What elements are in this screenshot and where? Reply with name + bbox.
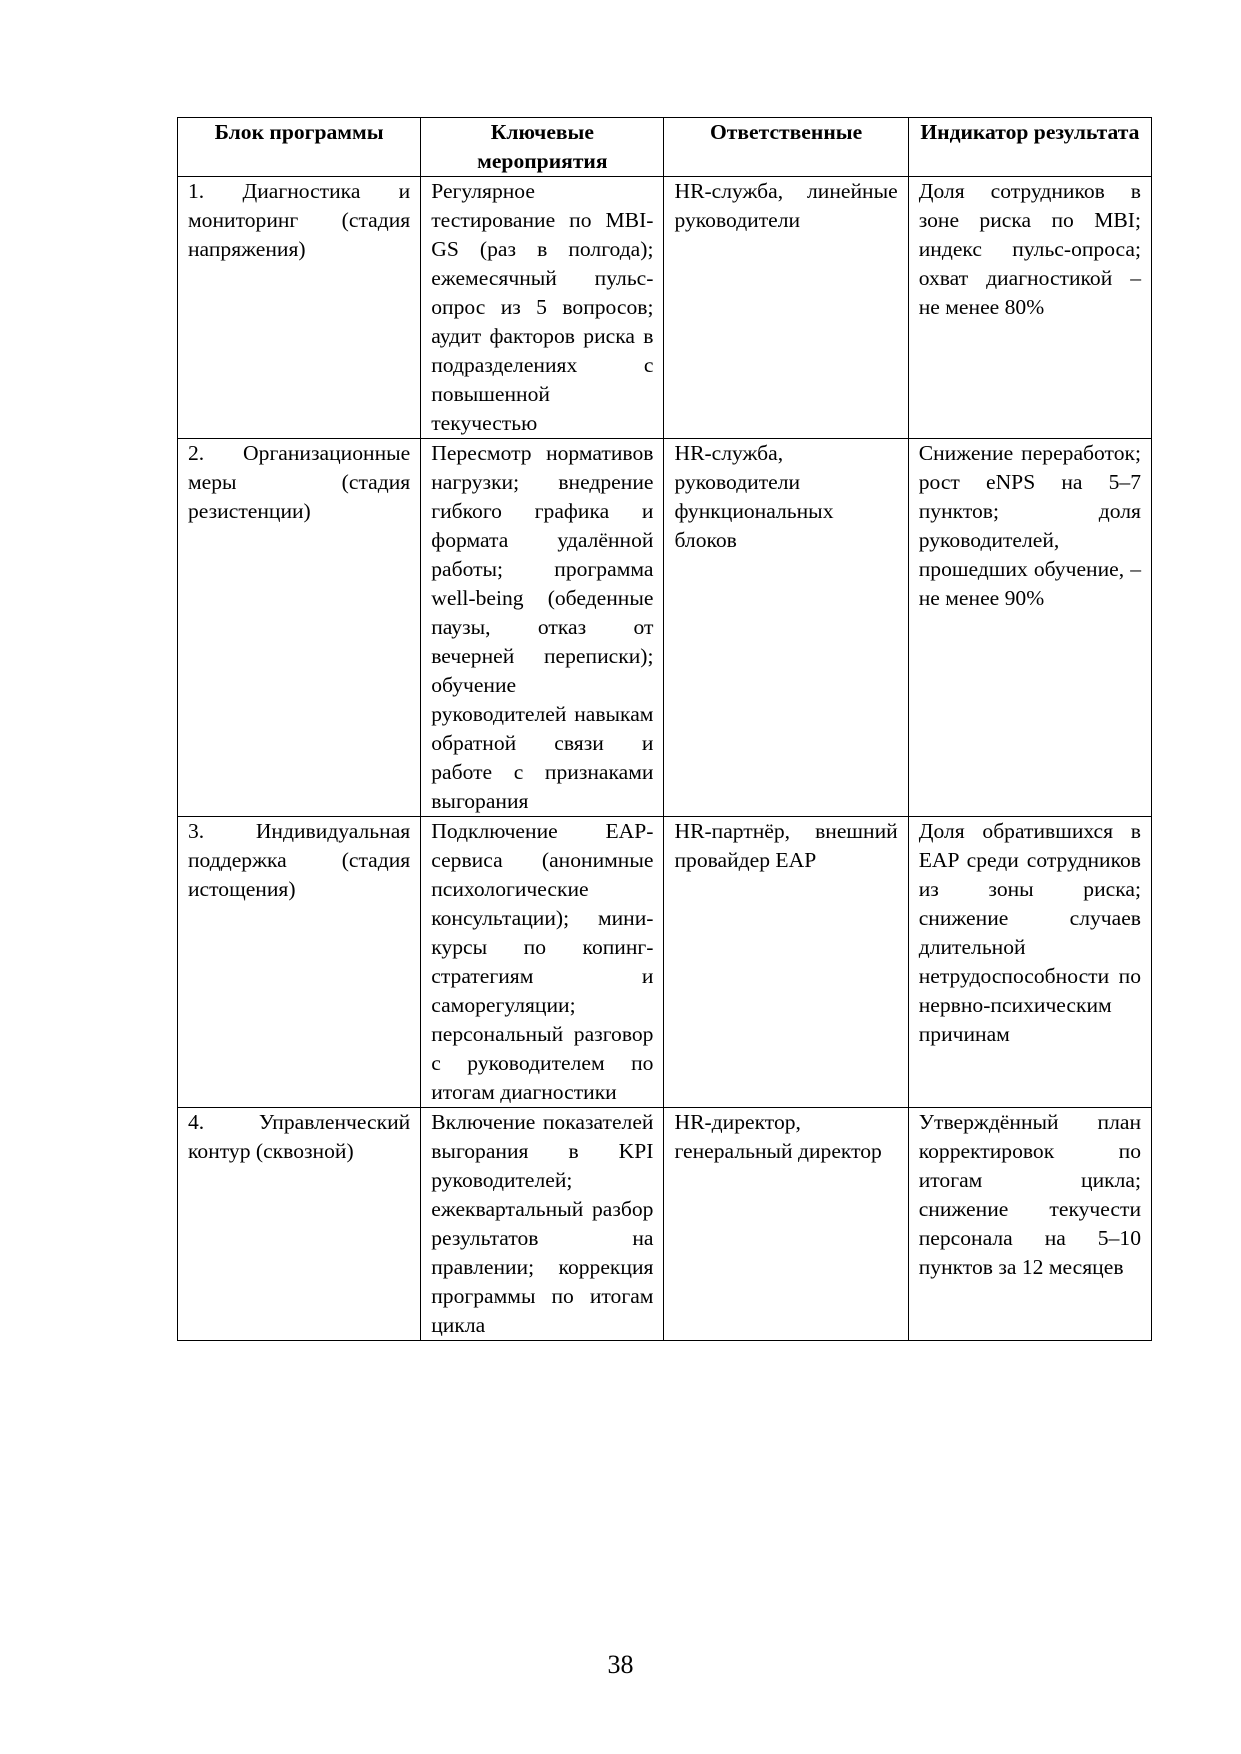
header-row bbox=[178, 118, 1152, 177]
cell-actions: Подключение EAP-сервиса (анонимные психологические консультации); мини-курсы по копинг-стратегиям и саморегуляции; персональный разговор с руководителем по итогам диагностики bbox=[421, 817, 664, 1108]
table-header bbox=[178, 118, 1152, 177]
cell-actions: Включение показателей выгорания в KPI руководителей; ежеквартальный разбор результатов на правлении; коррекция программы по итогам цикла bbox=[421, 1108, 664, 1341]
cell-actions: Регулярное тестирование по MBI-GS (раз в полгода); ежемесячный пульс-опрос из 5 вопросов; аудит факторов риска в подразделениях с повышенной текучестью bbox=[421, 177, 664, 439]
cell-responsible: HR-директор, генеральный директор bbox=[664, 1108, 908, 1341]
table-body bbox=[178, 177, 1152, 1341]
cell-responsible: HR-партнёр, внешний провайдер EAP bbox=[664, 817, 908, 1108]
header-actions: Ключевые мероприятия bbox=[421, 118, 664, 177]
cell-indicator: Доля обратившихся в EAP среди сотрудников из зоны риска; снижение случаев длительной нетрудоспособности по нервно-психическим причинам bbox=[908, 817, 1151, 1108]
header-block: Блок программы bbox=[178, 118, 421, 177]
cell-block: 4. Управленческий контур (сквозной) bbox=[178, 1108, 421, 1341]
header-responsible: Ответственные bbox=[664, 118, 908, 177]
cell-responsible: HR-служба, руководители функциональных блоков bbox=[664, 439, 908, 817]
cell-block: 3. Индивидуальная поддержка (стадия истощения) bbox=[178, 817, 421, 1108]
cell-indicator: Доля сотрудников в зоне риска по MBI; индекс пульс-опроса; охват диагностикой – не менее 80% bbox=[908, 177, 1151, 439]
cell-actions: Пересмотр нормативов нагрузки; внедрение гибкого графика и формата удалённой работы; программа well-being (обеденные паузы, отказ от вечерней переписки); обучение руководителей навыкам обратной связи и работе с признаками выгорания bbox=[421, 439, 664, 817]
cell-responsible: HR-служба, линейные руководители bbox=[664, 177, 908, 439]
program-table bbox=[177, 117, 1152, 1341]
page-number: 38 bbox=[607, 1650, 634, 1679]
table-row bbox=[178, 439, 1152, 817]
table-row bbox=[178, 1108, 1152, 1341]
header-indicator: Индикатор результата bbox=[908, 118, 1151, 177]
cell-indicator: Снижение переработок; рост eNPS на 5–7 пунктов; доля руководителей, прошедших обучение, – не менее 90% bbox=[908, 439, 1151, 817]
table-row bbox=[178, 177, 1152, 439]
cell-block: 2. Организационные меры (стадия резистенции) bbox=[178, 439, 421, 817]
cell-indicator: Утверждённый план корректировок по итогам цикла; снижение текучести персонала на 5–10 пунктов за 12 месяцев bbox=[908, 1108, 1151, 1341]
table-row bbox=[178, 817, 1152, 1108]
cell-block: 1. Диагностика и мониторинг (стадия напряжения) bbox=[178, 177, 421, 439]
